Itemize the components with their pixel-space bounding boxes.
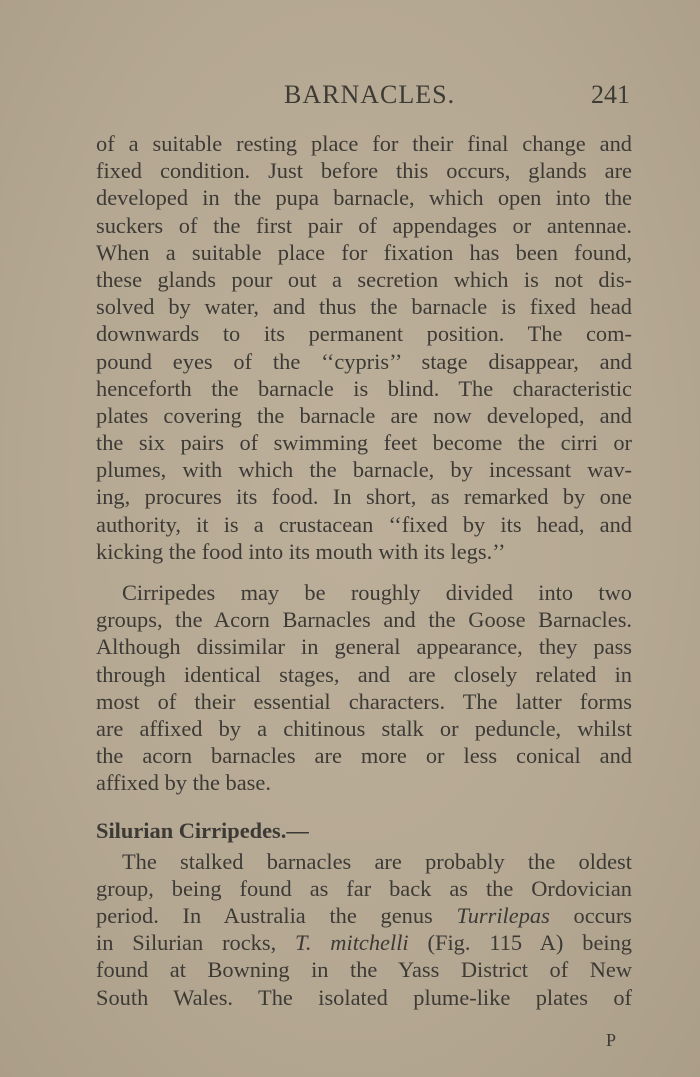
text-run: occurs [549,903,632,929]
text-line: plumes, with which the barnacle, by incessant wav- [96,457,632,483]
text-line: the six pairs of swimming feet become the cirri or [96,430,632,456]
text-line: through identical stages, and are closely related in [96,661,632,687]
text-run: period. In Australia the genus [96,903,457,929]
paragraph-2 [96,579,632,797]
text-line: affixed by the base. [96,770,271,796]
text-line: authority, it is a crustacean ‘‘fixed by its head, and [96,511,632,537]
species-name: T. mitchelli [295,930,409,956]
text-line: group, being found as far back as the Ordovician [96,875,632,901]
text-line: henceforth the barnacle is blind. The characteristic [96,375,632,401]
text-line: When a suitable place for fixation has been found, [96,239,632,265]
text-line: are affixed by a chitinous stalk or peduncle, whilst [96,715,632,741]
text-line [96,902,632,929]
page-number: 241 [591,80,630,109]
text-line: groups, the Acorn Barnacles and the Goose Barnacles. [96,607,632,633]
text-line: Cirripedes may be roughly divided into two [122,580,632,605]
text-line: the acorn barnacles are more or less conical and [96,743,632,769]
text-line: most of their essential characters. The latter forms [96,688,632,714]
text-line: these glands pour out a secretion which is not dis- [96,266,632,292]
genus-name: Turrilepas [456,903,550,929]
text-line: plates covering the barnacle are now developed, and [96,402,632,428]
paragraph-1 [96,130,632,565]
text-line: of a suitable resting place for their final change and [96,131,632,156]
text-line [96,929,632,956]
text-run: in Silurian rocks, [96,930,296,956]
text-line: found at Bowning in the Yass District of New [96,957,632,983]
text-line: suckers of the first pair of appendages or antennae. [96,212,632,238]
text-line: South Wales. The isolated plume-like plates of [96,984,632,1010]
text-line: ing, procures its food. In short, as remarked by one [96,484,632,510]
text-run: (Fig. 115 A) being [408,930,632,956]
text-line: Although dissimilar in general appearance, they pass [96,634,632,660]
text-line: solved by water, and thus the barnacle is fixed head [96,294,632,320]
signature-mark: P [606,1030,617,1050]
body-text [96,130,632,1011]
text-line: fixed condition. Just before this occurs, glands are [96,158,632,184]
section-heading: Silurian Cirripedes.— [96,817,309,843]
text-line: The stalked barnacles are probably the oldest [122,848,632,874]
text-line: downwards to its permanent position. The com- [96,321,632,347]
text-line: kicking the food into its mouth with its legs.’’ [96,538,506,564]
running-head: BARNACLES. [284,80,456,109]
page-header [96,80,630,112]
paragraph-3 [96,848,632,1011]
text-line: developed in the pupa barnacle, which open into the [96,185,632,211]
text-line: pound eyes of the ‘‘cypris’’ stage disappear, and [96,348,632,374]
